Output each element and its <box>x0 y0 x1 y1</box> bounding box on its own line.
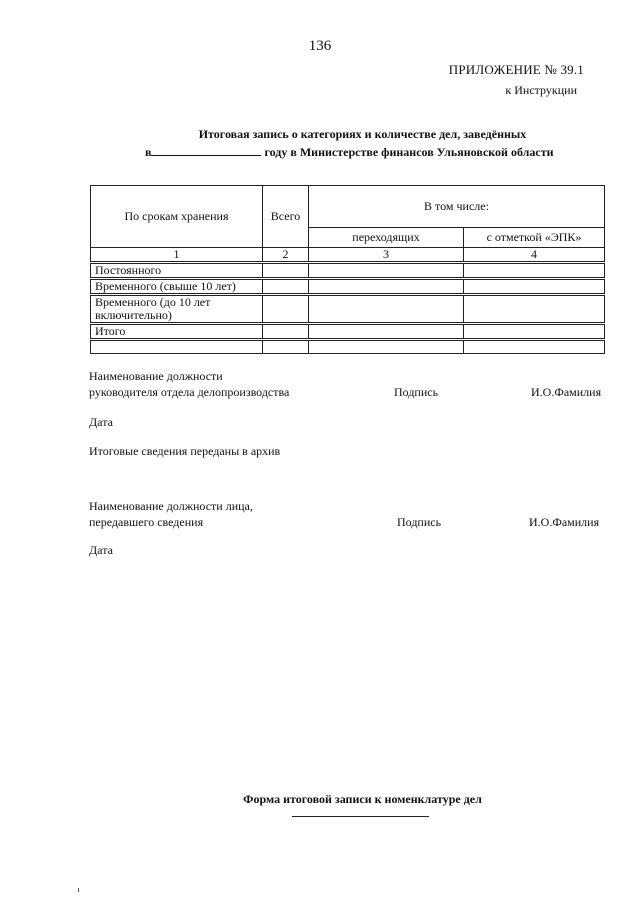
header-storage-period: По срокам хранения <box>91 186 263 248</box>
signature2-name-label: И.О.Фамилия <box>529 515 600 529</box>
table-cell <box>263 324 309 340</box>
table-row <box>91 340 605 354</box>
appendix-subtitle: к Инструкции <box>505 83 577 97</box>
table-cell <box>263 279 309 295</box>
archive-note: Итоговые сведения переданы в архив <box>89 444 281 458</box>
table-cell <box>309 340 464 354</box>
year-blank-line <box>151 145 261 156</box>
row-label: Итого <box>91 324 263 340</box>
header-transitional: переходящих <box>309 228 464 248</box>
table-cell <box>309 279 464 295</box>
signature2-sign-label: Подпись <box>397 515 442 529</box>
table-row <box>91 295 605 324</box>
signature1-position-line1: Наименование должности <box>89 369 223 383</box>
summary-table <box>90 185 605 354</box>
table-cell <box>464 340 605 354</box>
row-label: Временного (до 10 лет включительно) <box>91 295 263 324</box>
table-cell <box>263 263 309 279</box>
document-title-line1: Итоговая запись о категориях и количестве дел, заведённых <box>198 127 527 141</box>
scan-mark <box>78 888 79 892</box>
table-cell <box>464 279 605 295</box>
header-epk: с отметкой «ЭПК» <box>464 228 605 248</box>
column-number: 1 <box>91 248 263 263</box>
table-cell <box>464 324 605 340</box>
signature2-position-line2: передавшего сведения <box>89 515 204 529</box>
header-total: Всего <box>263 186 309 248</box>
column-number: 2 <box>263 248 309 263</box>
table-cell <box>464 263 605 279</box>
table-cell <box>309 295 464 324</box>
table-row <box>91 263 605 279</box>
signature2-date-label: Дата <box>89 543 113 557</box>
signature1-date-label: Дата <box>89 415 113 429</box>
signature1-position-line2: руководителя отдела делопроизводства <box>89 385 290 399</box>
page-number: 136 <box>308 38 332 54</box>
row-label: Постоянного <box>91 263 263 279</box>
footer-underline <box>292 816 429 817</box>
table-row <box>91 279 605 295</box>
signature2-position-line1: Наименование должности лица, <box>89 499 253 513</box>
table-row <box>91 324 605 340</box>
column-number: 3 <box>309 248 464 263</box>
table-cell <box>309 263 464 279</box>
header-including: В том числе: <box>309 186 605 228</box>
title-prefix: в <box>145 145 152 159</box>
table-cell <box>464 295 605 324</box>
row-label <box>91 340 263 354</box>
table-cell <box>263 295 309 324</box>
title-suffix: году в Министерстве финансов Ульяновской области <box>261 145 554 159</box>
document-title-line2 <box>145 145 554 160</box>
column-number: 4 <box>464 248 605 263</box>
footer-form-title: Форма итоговой записи к номенклатуре дел <box>243 792 482 806</box>
appendix-title: ПРИЛОЖЕНИЕ № 39.1 <box>448 62 584 77</box>
signature1-sign-label: Подпись <box>394 385 439 399</box>
table-cell <box>263 340 309 354</box>
row-label: Временного (свыше 10 лет) <box>91 279 263 295</box>
signature1-name-label: И.О.Фамилия <box>531 385 602 399</box>
table-cell <box>309 324 464 340</box>
column-numbers-row <box>91 248 605 263</box>
